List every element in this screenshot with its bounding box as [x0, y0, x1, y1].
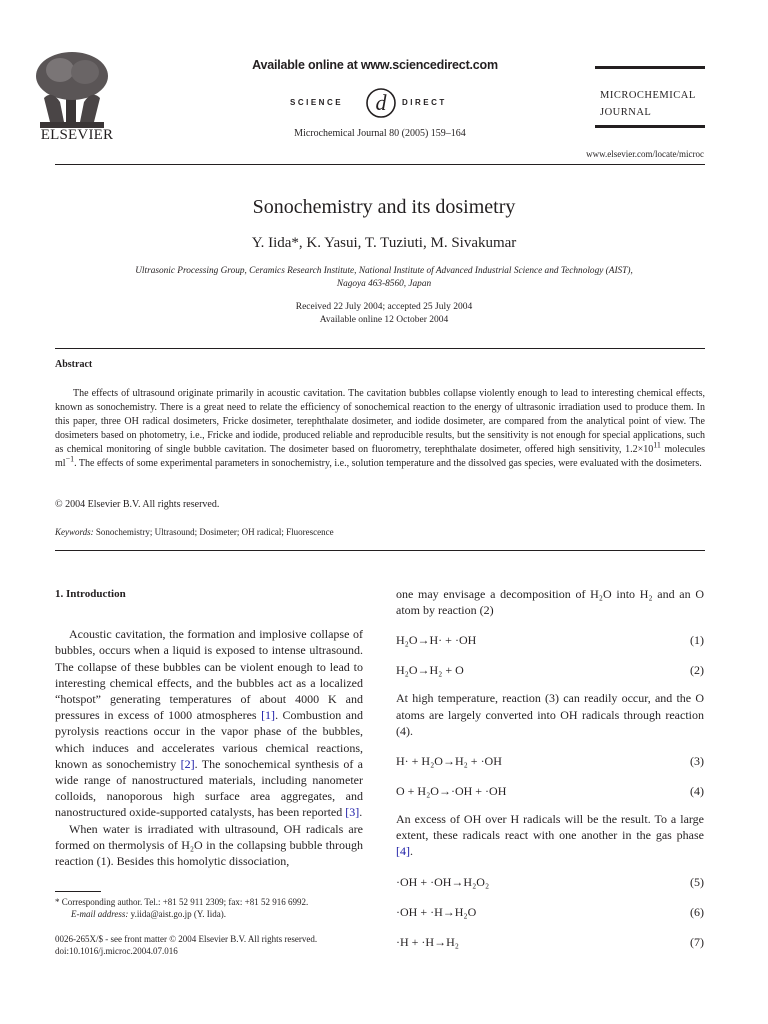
intro-paragraph-1: Acoustic cavitation, the formation and implosive collapse of bubbles, occurs when a liquid is exposed to intense ultrasound. The collapse of these bubbles can be violent enough to lead to interesting chemical effects, and the bubbles act as a localized “hotspot” generating temperatures of about 4000 K and pressures in excess of 1000 atmospheres [1]. Combustion and pyrolysis reactions occur in the vapor phase of the bubbles, which induces and accelerates various chemical reactions, known as sonochemistry [2]. The sonochemical synthesis of a wide range of nanostructured materials, including nanometer colloids, nanoporous high surface area aggregates, and nanostructured oxide-supported catalysts, has been reported [3].	[55, 627, 363, 820]
journal-citation: Microchemical Journal 80 (2005) 159–164	[294, 128, 466, 139]
author-email	[55, 908, 365, 920]
unit-exponent: −1	[65, 454, 75, 464]
equation-number: (2)	[690, 663, 704, 678]
corresponding-author-footnote	[55, 896, 365, 920]
journal-name-line2: JOURNAL	[600, 107, 652, 118]
equation-3	[396, 753, 704, 769]
right-column	[396, 586, 704, 962]
right-paragraph-1: one may envisage a decomposition of H₂O into H₂ and an O atom by reaction (2)	[396, 587, 704, 618]
equation-expression: ·OH + ·H→H₂O	[396, 904, 477, 919]
issn-line: 0026-265X/$ - see front matter © 2004 Elsevier B.V. All rights reserved.	[55, 934, 318, 944]
science-direct-mark: d	[375, 90, 387, 115]
keywords-divider	[55, 550, 705, 551]
right-paragraph-2: At high temperature, reaction (3) can readily occur, and the O atoms are largely converted into OH radicals through reaction (4).	[396, 691, 704, 738]
abstract-text: The effects of ultrasound originate primarily in acoustic cavitation. The cavitation bubbles collapse violently enough to lead to interesting chemical effects, known as sonochemistry. There is a great need to relate the efficiency of sonochemical reaction to the energy of ultrasonic irradiation used to produce them. In this paper, three OH radical dosimeters, Fricke dosimeter, terephthalate dosimeter, and iodide dosimeter, are compared from the analytical point of view. The dosimeters based on photometry, i.e., Fricke and iodide, produced reliable and reproducible results, but the sensitivity is not enough for special applications, such as chemical monitoring of single bubble cavitation. The dosimeter based on fluorometry, terephthalate dosimeter, offered high sensitivity, 1.2×10	[55, 388, 705, 455]
science-direct-at-icon	[364, 86, 398, 120]
available-online-banner[interactable]: Available online at www.sciencedirect.com	[252, 58, 498, 72]
keywords-label: Keywords:	[55, 527, 94, 537]
email-label: E-mail address:	[71, 909, 129, 919]
sensitivity-exponent: 11	[653, 440, 661, 450]
journal-rule-bottom	[595, 125, 705, 128]
affiliation-line1: Ultrasonic Processing Group, Ceramics Research Institute, National Institute of Advanced Industrial Science and Technology (AIST),	[135, 266, 633, 276]
abstract-copyright: © 2004 Elsevier B.V. All rights reserved.	[55, 499, 220, 510]
section-heading-introduction: 1. Introduction	[55, 588, 126, 600]
available-date: Available online 12 October 2004	[319, 315, 449, 325]
article-title: Sonochemistry and its dosimetry	[252, 196, 516, 218]
journal-name	[600, 87, 696, 121]
science-direct-logo	[260, 88, 500, 118]
abstract-divider	[55, 348, 705, 349]
equation-expression: ·H + ·H→H₂	[396, 934, 459, 949]
equation-number: (7)	[690, 934, 704, 949]
equation-4	[396, 783, 704, 799]
equation-5	[396, 874, 704, 890]
intro-paragraph-2: When water is irradiated with ultrasound, OH radicals are formed on thermolysis of H₂O in the collapsing bubble through reaction (1). Besides this homolytic dissociation,	[55, 821, 363, 869]
science-direct-science: SCIENCE	[290, 98, 344, 107]
keywords-list: Sonochemistry; Ultrasound; Dosimeter; OH radical; Fluorescence	[95, 527, 334, 537]
reference-link-2[interactable]: [2]	[180, 756, 195, 771]
right-paragraph-3: An excess of OH over H radicals will be the result. To a large extent, these radicals react with one another in the gas phase [4].	[396, 812, 704, 859]
equation-number: (3)	[690, 754, 704, 769]
equation-7	[396, 934, 704, 950]
journal-rule-top	[595, 66, 705, 69]
elsevier-tree-logo	[30, 50, 114, 130]
equation-expression: ·OH + ·OH→H₂O₂	[396, 874, 490, 889]
keywords	[55, 527, 334, 537]
author-affiliation	[90, 265, 678, 291]
article-authors: Y. Iida*, K. Yasui, T. Tuziuti, M. Sivakumar	[251, 235, 517, 251]
reference-link-4[interactable]: [4]	[396, 844, 410, 859]
abstract-heading: Abstract	[55, 359, 93, 370]
doi-link[interactable]: doi:10.1016/j.microc.2004.07.016	[55, 946, 178, 956]
received-date: Received 22 July 2004; accepted 25 July 2004	[295, 302, 473, 312]
journal-name-line1: MICROCHEMICAL	[600, 90, 696, 101]
left-column	[55, 586, 363, 869]
abstract-text-end: . The effects of some experimental parameters in sonochemistry, i.e., solution temperature and the dissolved gas species, were evaluated with the dosimeters.	[74, 458, 702, 469]
reference-link-1[interactable]: [1]	[261, 708, 276, 723]
equation-number: (4)	[690, 784, 704, 799]
equation-number: (1)	[690, 633, 704, 648]
reference-link-3[interactable]: [3]	[345, 805, 360, 820]
equation-2	[396, 662, 704, 678]
email-link[interactable]: y.iida@aist.go.jp (Y. Iida).	[130, 909, 226, 919]
equation-6	[396, 904, 704, 920]
equation-expression: H₂O→H₂ + O	[396, 663, 464, 678]
equation-number: (6)	[690, 904, 704, 919]
journal-url-link[interactable]: www.elsevier.com/locate/microc	[586, 149, 704, 159]
corresponding-author: * Corresponding author. Tel.: +81 52 911 2309; fax: +81 52 916 6992.	[55, 897, 309, 907]
article-dates	[0, 301, 768, 327]
publisher-name: ELSEVIER	[40, 127, 114, 143]
abstract-body	[55, 387, 705, 471]
affiliation-line2: Nagoya 463-8560, Japan	[336, 279, 432, 289]
science-direct-direct: DIRECT	[402, 98, 447, 107]
footnote-rule	[55, 891, 101, 892]
equation-expression: H₂O→H· + ·OH	[396, 633, 477, 648]
header-divider	[55, 164, 705, 165]
equation-1	[396, 632, 704, 648]
equation-expression: O + H₂O→·OH + ·OH	[396, 784, 507, 799]
abstract-unit: molecules ml	[55, 444, 705, 469]
equation-expression: H· + H₂O→H₂ + ·OH	[396, 754, 502, 769]
issn-doi	[55, 933, 317, 957]
equation-number: (5)	[690, 874, 704, 889]
